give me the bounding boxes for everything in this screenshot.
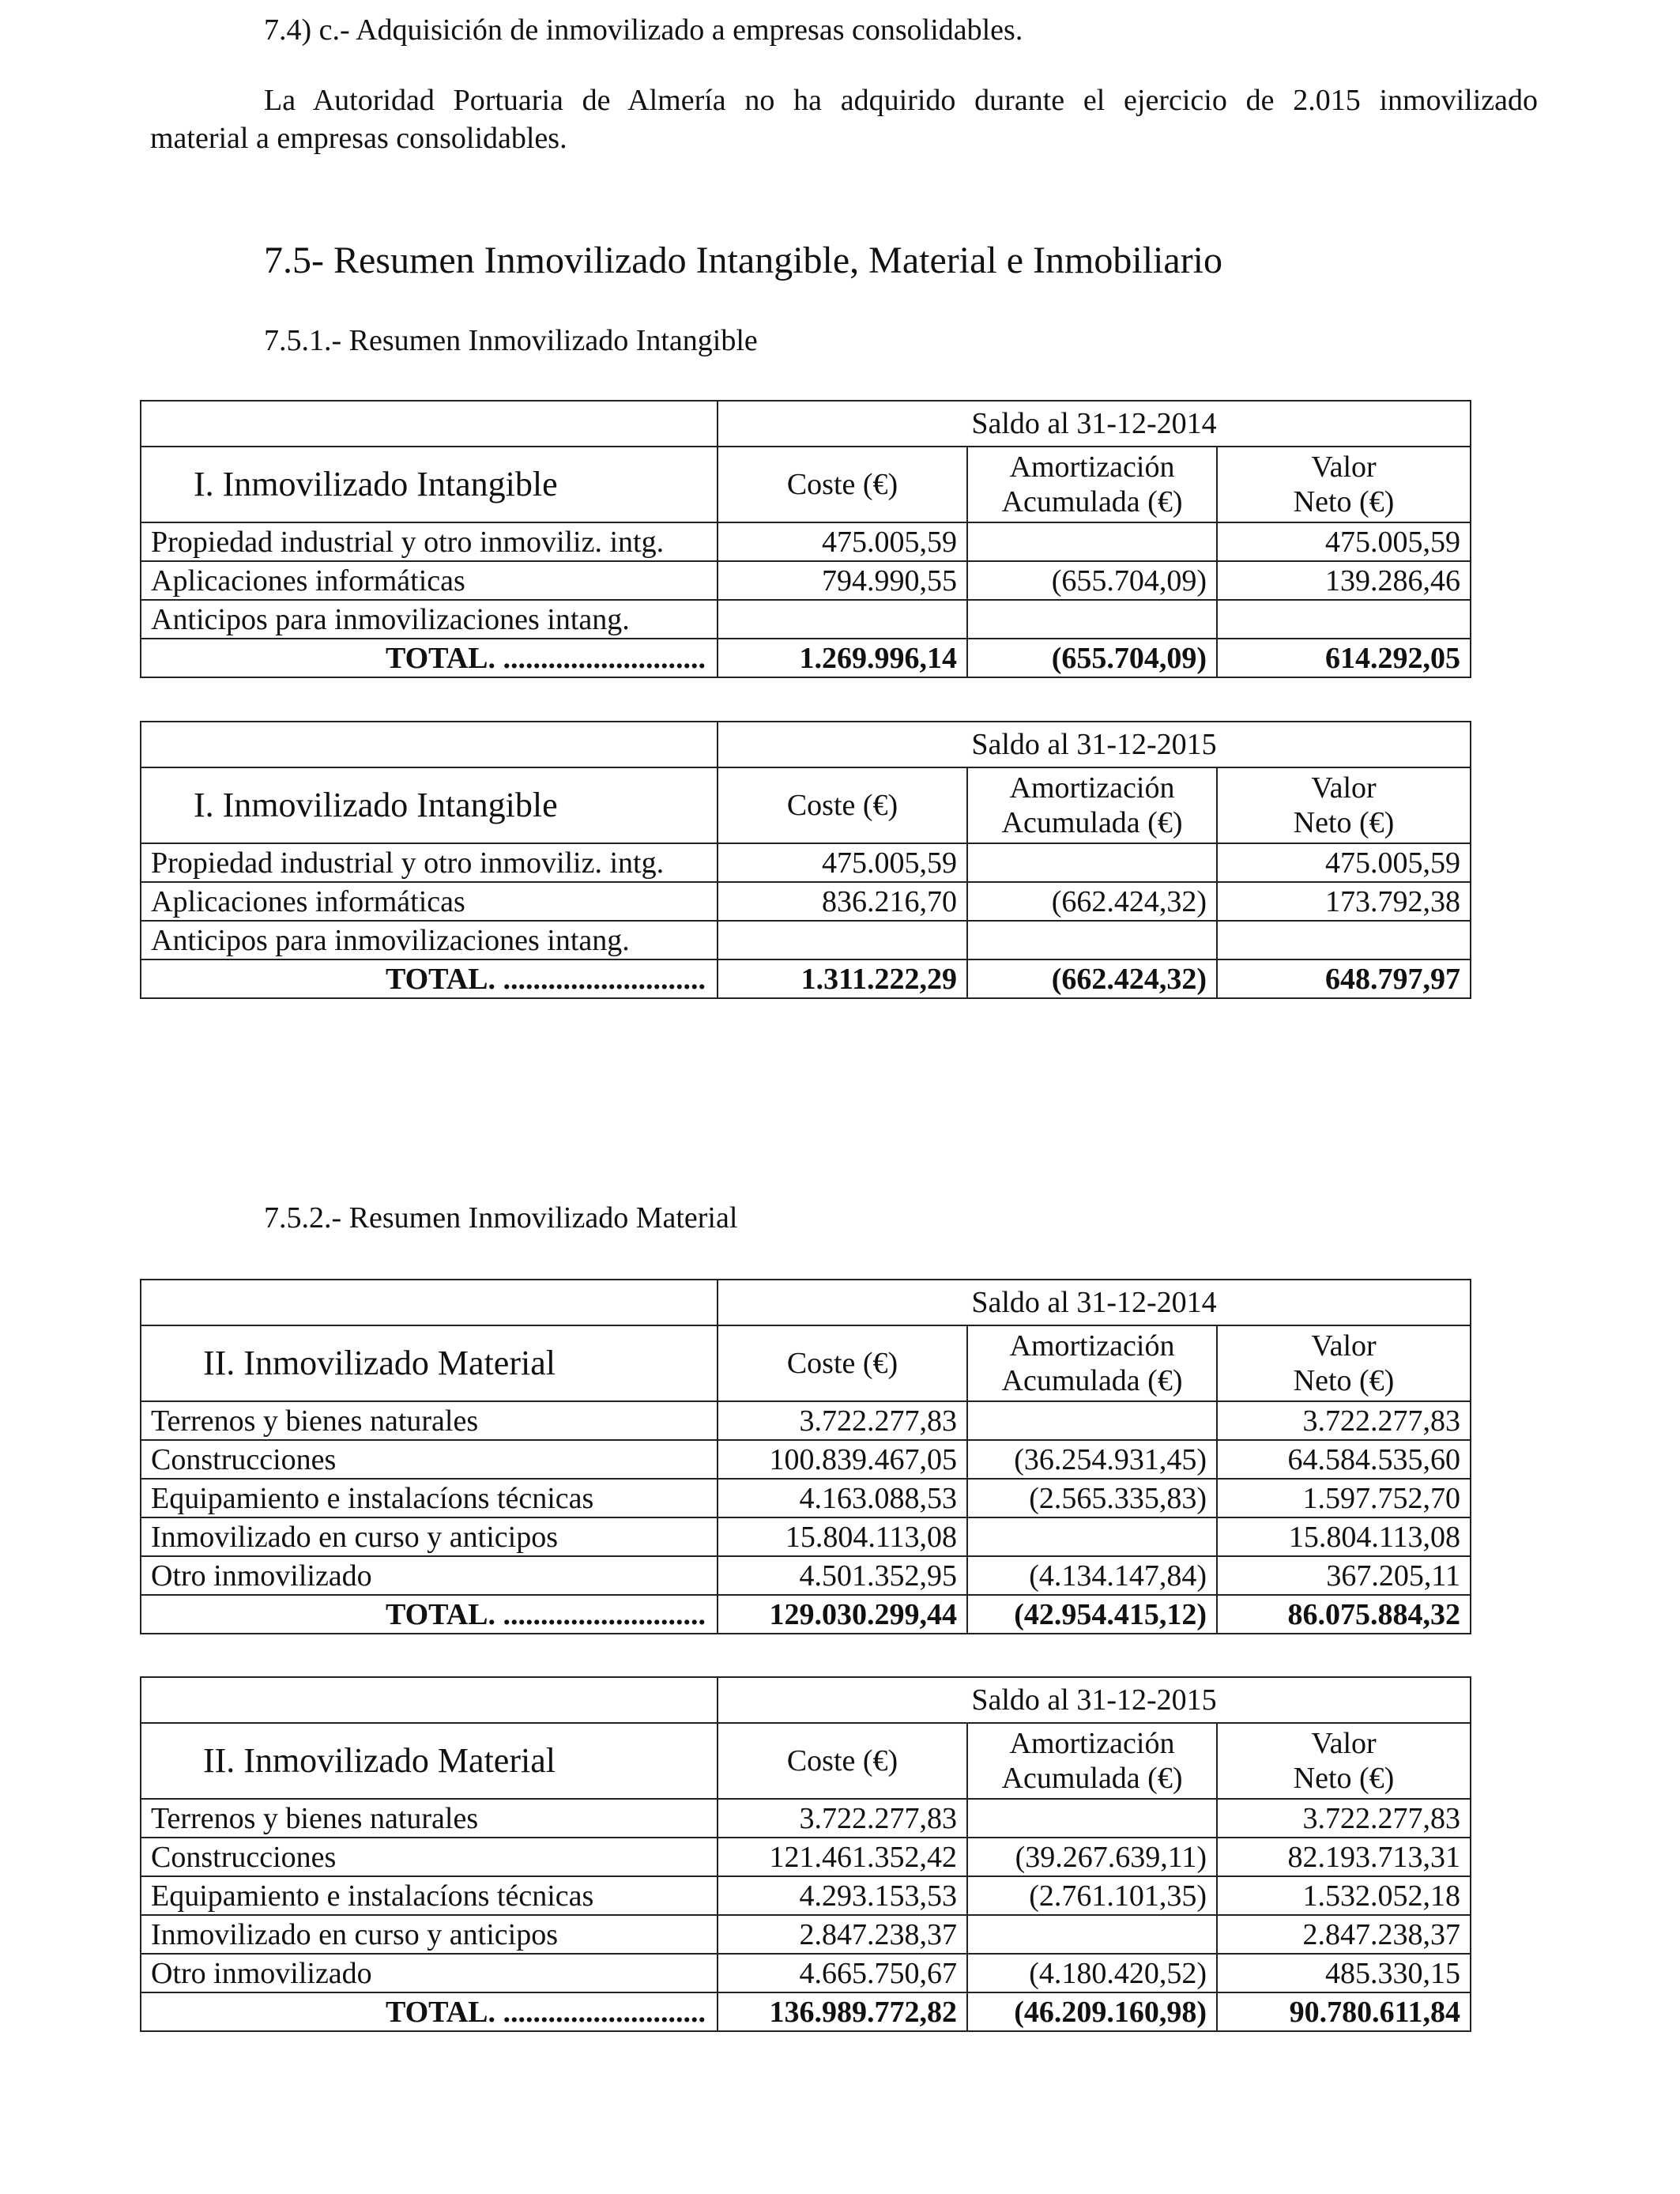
valor-neto-value: 475.005,59 [1217,843,1471,882]
section-75-title: 7.5- Resumen Inmovilizado Intangible, Material e Inmobiliario [264,239,1223,281]
coste-header: Coste (€) [718,767,967,843]
coste-value [718,600,967,639]
table-row [141,522,1471,561]
valor-neto-value: 15.804.113,08 [1217,1517,1471,1556]
material-table-2014 [140,1279,1471,1634]
valor-neto-value: 367.205,11 [1217,1556,1471,1595]
table-row [141,1440,1471,1479]
row-label: Anticipos para inmovilizaciones intang. [141,600,718,639]
amortizacion-value [967,1401,1217,1440]
category-header: I. Inmovilizado Intangible [141,447,718,522]
total-valor-neto: 614.292,05 [1217,639,1471,677]
valor-neto-header: Valor Neto (€) [1217,1325,1471,1401]
amortizacion-value: (655.704,09) [967,561,1217,600]
table-row [141,1954,1471,1992]
valor-neto-value: 1.532.052,18 [1217,1876,1471,1915]
valor-neto-header: Valor Neto (€) [1217,1723,1471,1799]
amortizacion-value [967,843,1217,882]
total-label: TOTAL. ........................... [141,1595,718,1634]
valor-neto-value: 82.193.713,31 [1217,1838,1471,1876]
total-coste: 1.311.222,29 [718,959,967,998]
valor-neto-header: Valor Neto (€) [1217,767,1471,843]
amortizacion-value: (39.267.639,11) [967,1838,1217,1876]
section-74-paragraph-line1: La Autoridad Portuaria de Almería no ha adquirido durante el ejercicio de 2.015 inmovilizado [264,84,1538,117]
total-row [141,1992,1471,2031]
intangible-table-2015 [140,721,1471,999]
table-row [141,1479,1471,1517]
total-coste: 1.269.996,14 [718,639,967,677]
table-row [141,1401,1471,1440]
total-row [141,959,1471,998]
coste-value: 475.005,59 [718,843,967,882]
amortizacion-value: (4.180.420,52) [967,1954,1217,1992]
coste-header: Coste (€) [718,1325,967,1401]
amortizacion-value: (2.761.101,35) [967,1876,1217,1915]
subsection-752-title: 7.5.2.- Resumen Inmovilizado Material [264,1201,738,1235]
coste-header: Coste (€) [718,447,967,522]
coste-value: 836.216,70 [718,882,967,921]
total-coste: 136.989.772,82 [718,1992,967,2031]
table-row [141,1799,1471,1838]
row-label: Equipamiento e instalacíons técnicas [141,1479,718,1517]
total-label: TOTAL. ........................... [141,959,718,998]
total-label: TOTAL. ........................... [141,639,718,677]
row-label: Propiedad industrial y otro inmoviliz. intg. [141,522,718,561]
blank-header-cell [141,1280,718,1325]
coste-header: Coste (€) [718,1723,967,1799]
row-label: Terrenos y bienes naturales [141,1799,718,1838]
valor-neto-value [1217,921,1471,959]
material-table-2015 [140,1676,1471,2032]
total-amortizacion: (46.209.160,98) [967,1992,1217,2031]
category-header: II. Inmovilizado Material [141,1723,718,1799]
valor-neto-value: 1.597.752,70 [1217,1479,1471,1517]
section-74-paragraph-line2: material a empresas consolidables. [150,122,567,155]
amortizacion-value: (2.565.335,83) [967,1479,1217,1517]
table-row [141,1556,1471,1595]
coste-value: 4.665.750,67 [718,1954,967,1992]
coste-value: 4.293.153,53 [718,1876,967,1915]
coste-value: 15.804.113,08 [718,1517,967,1556]
total-row [141,639,1471,677]
coste-value: 475.005,59 [718,522,967,561]
amortizacion-value [967,1517,1217,1556]
row-label: Terrenos y bienes naturales [141,1401,718,1440]
total-label: TOTAL. ........................... [141,1992,718,2031]
saldo-header: Saldo al 31-12-2014 [718,1280,1471,1325]
coste-value [718,921,967,959]
amortizacion-value [967,600,1217,639]
table-row [141,1876,1471,1915]
subsection-751-title: 7.5.1.- Resumen Inmovilizado Intangible [264,324,758,357]
valor-neto-value: 64.584.535,60 [1217,1440,1471,1479]
row-label: Aplicaciones informáticas [141,882,718,921]
coste-value: 4.163.088,53 [718,1479,967,1517]
valor-neto-value: 173.792,38 [1217,882,1471,921]
total-valor-neto: 648.797,97 [1217,959,1471,998]
coste-value: 3.722.277,83 [718,1401,967,1440]
valor-neto-value: 3.722.277,83 [1217,1401,1471,1440]
category-header: II. Inmovilizado Material [141,1325,718,1401]
coste-value: 2.847.238,37 [718,1915,967,1954]
table-row [141,843,1471,882]
saldo-header: Saldo al 31-12-2015 [718,1677,1471,1723]
coste-value: 100.839.467,05 [718,1440,967,1479]
coste-value: 3.722.277,83 [718,1799,967,1838]
total-amortizacion: (655.704,09) [967,639,1217,677]
valor-neto-value [1217,600,1471,639]
table-row [141,600,1471,639]
row-label: Inmovilizado en curso y anticipos [141,1915,718,1954]
amortizacion-value: (4.134.147,84) [967,1556,1217,1595]
row-label: Propiedad industrial y otro inmoviliz. intg. [141,843,718,882]
total-amortizacion: (662.424,32) [967,959,1217,998]
blank-header-cell [141,1677,718,1723]
table-row [141,1915,1471,1954]
total-amortizacion: (42.954.415,12) [967,1595,1217,1634]
total-valor-neto: 90.780.611,84 [1217,1992,1471,2031]
row-label: Construcciones [141,1838,718,1876]
section-74-heading: 7.4) c.- Adquisición de inmovilizado a empresas consolidables. [264,13,1023,47]
valor-neto-value: 475.005,59 [1217,522,1471,561]
table-row [141,1838,1471,1876]
coste-value: 4.501.352,95 [718,1556,967,1595]
amortizacion-header: Amortización Acumulada (€) [967,1723,1217,1799]
total-row [141,1595,1471,1634]
blank-header-cell [141,401,718,447]
row-label: Anticipos para inmovilizaciones intang. [141,921,718,959]
coste-value: 794.990,55 [718,561,967,600]
total-coste: 129.030.299,44 [718,1595,967,1634]
table-row [141,561,1471,600]
amortizacion-value [967,522,1217,561]
category-header: I. Inmovilizado Intangible [141,767,718,843]
amortizacion-value [967,1915,1217,1954]
amortizacion-header: Amortización Acumulada (€) [967,447,1217,522]
row-label: Otro inmovilizado [141,1556,718,1595]
coste-value: 121.461.352,42 [718,1838,967,1876]
amortizacion-header: Amortización Acumulada (€) [967,1325,1217,1401]
valor-neto-header: Valor Neto (€) [1217,447,1471,522]
amortizacion-header: Amortización Acumulada (€) [967,767,1217,843]
amortizacion-value [967,921,1217,959]
valor-neto-value: 3.722.277,83 [1217,1799,1471,1838]
valor-neto-value: 2.847.238,37 [1217,1915,1471,1954]
table-row [141,882,1471,921]
saldo-header: Saldo al 31-12-2014 [718,401,1471,447]
amortizacion-value: (662.424,32) [967,882,1217,921]
row-label: Construcciones [141,1440,718,1479]
row-label: Aplicaciones informáticas [141,561,718,600]
blank-header-cell [141,722,718,767]
row-label: Equipamiento e instalacíons técnicas [141,1876,718,1915]
valor-neto-value: 485.330,15 [1217,1954,1471,1992]
intangible-table-2014 [140,400,1471,678]
table-row [141,1517,1471,1556]
valor-neto-value: 139.286,46 [1217,561,1471,600]
saldo-header: Saldo al 31-12-2015 [718,722,1471,767]
total-valor-neto: 86.075.884,32 [1217,1595,1471,1634]
table-row [141,921,1471,959]
amortizacion-value [967,1799,1217,1838]
row-label: Otro inmovilizado [141,1954,718,1992]
row-label: Inmovilizado en curso y anticipos [141,1517,718,1556]
amortizacion-value: (36.254.931,45) [967,1440,1217,1479]
